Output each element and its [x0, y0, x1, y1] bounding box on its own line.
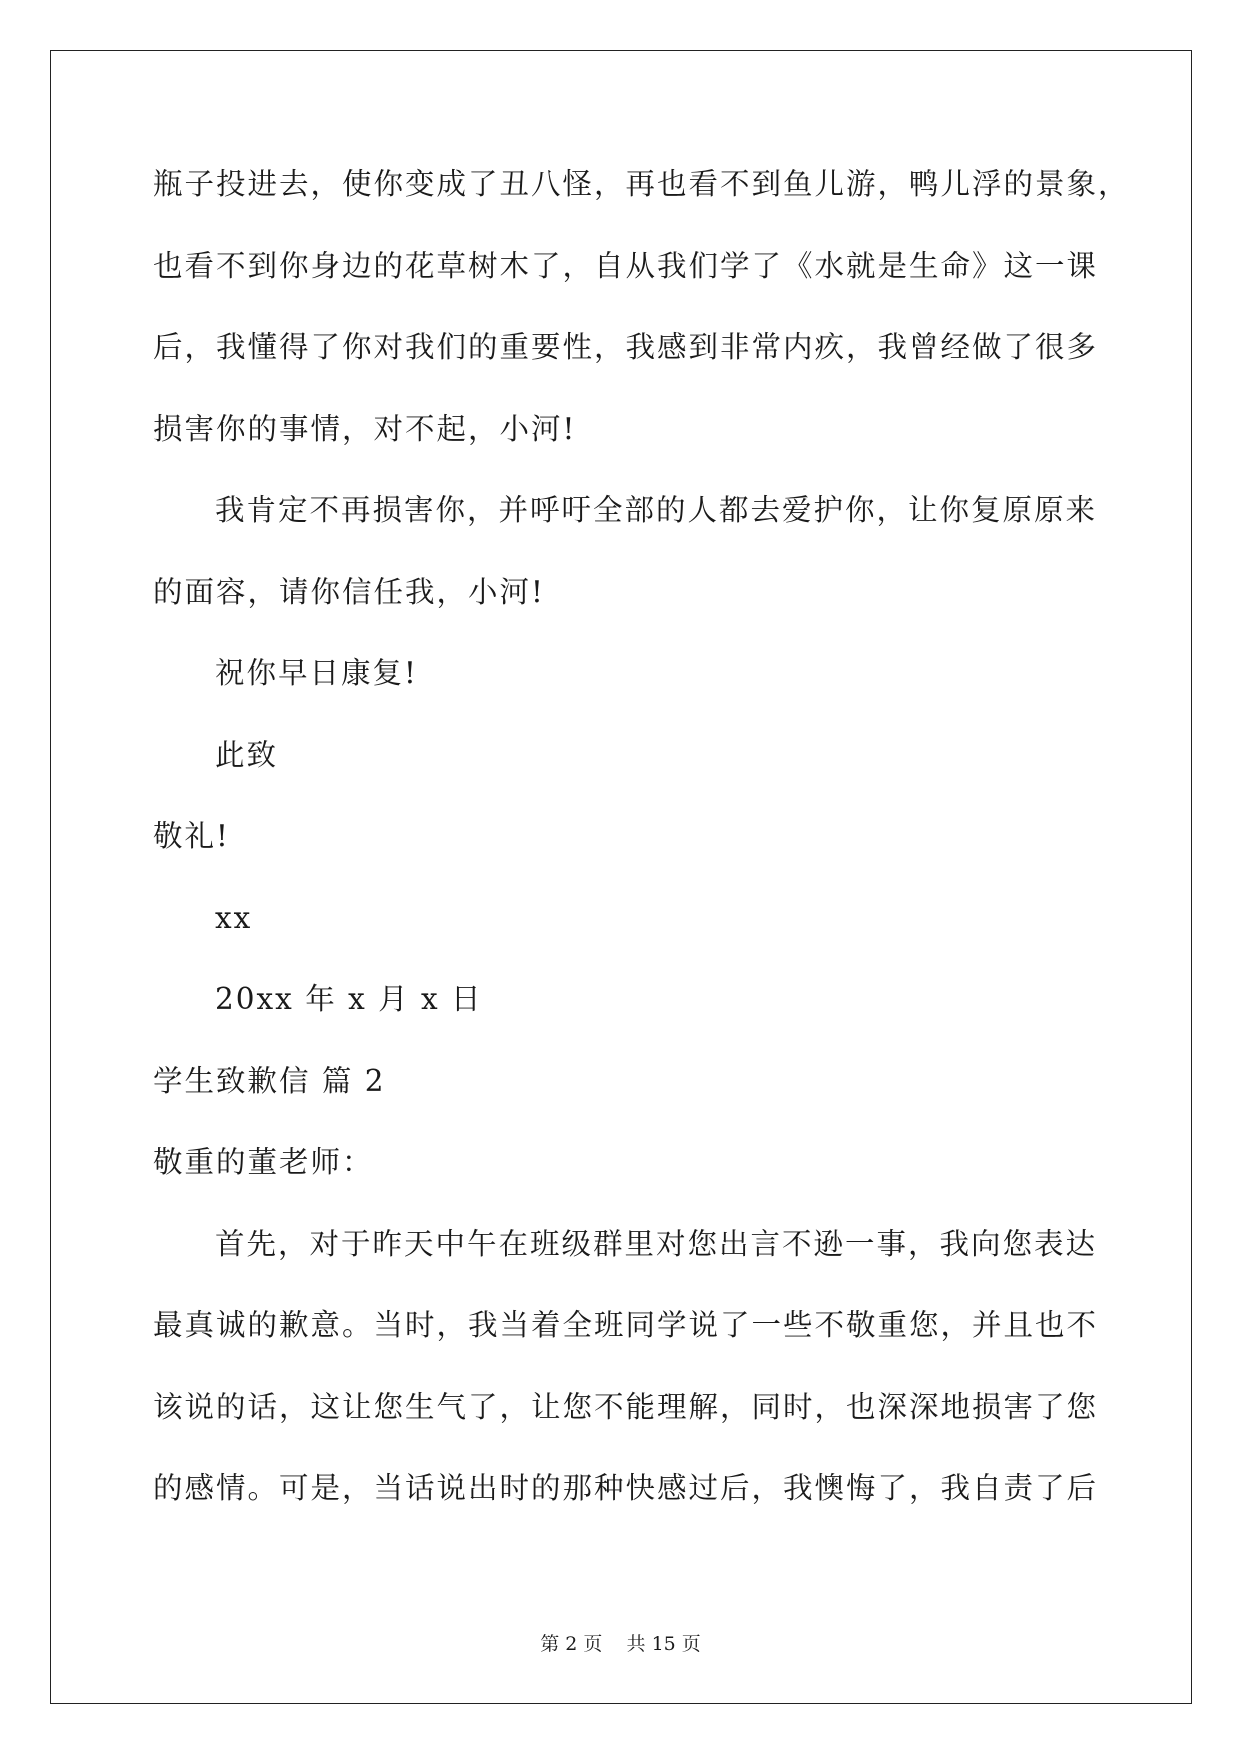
closing-salutation: 此致 — [215, 737, 279, 772]
text-line: 瓶子投进去，使你变成了丑八怪，再也看不到鱼儿游，鸭儿浮的景象， — [153, 167, 1130, 201]
page-number-footer: 第 2 页 共 15 页 — [540, 1633, 701, 1655]
text-line: 该说的话，这让您生气了，让您不能理解，同时，也深深地损害了您 — [153, 1389, 1099, 1424]
text-line: 的感情。可是，当话说出时的那种快感过后，我懊悔了，我自责了后 — [153, 1471, 1099, 1505]
signature-date: 20xx 年 x 月 x 日 — [215, 982, 483, 1016]
document-body — [153, 164, 1130, 1550]
paragraph-start-line: 我肯定不再损害你，并呼吁全部的人都去爱护你，让你复原原来 — [215, 493, 1098, 527]
paragraph-start-line: 首先，对于昨天中午在班级群里对您出言不逊一事，我向您表达 — [215, 1226, 1098, 1261]
text-line: 也看不到你身边的花草树木了，自从我们学了《水就是生命》这一课 — [153, 248, 1099, 283]
text-line: 最真诚的歉意。当时，我当着全班同学说了一些不敬重您，并且也不 — [153, 1308, 1099, 1342]
text-line: 的面容，请你信任我，小河! — [153, 574, 545, 609]
signature-name: xx — [215, 900, 253, 935]
text-line: 损害你的事情，对不起，小河! — [153, 411, 577, 446]
closing-wish: 祝你早日康复! — [215, 656, 418, 690]
section-heading: 学生致歉信 篇 2 — [153, 1063, 386, 1098]
text-line: 后，我懂得了你对我们的重要性，我感到非常内疚，我曾经做了很多 — [153, 330, 1099, 364]
letter-greeting: 敬重的董老师： — [153, 1145, 374, 1179]
closing-respect: 敬礼! — [153, 819, 230, 853]
